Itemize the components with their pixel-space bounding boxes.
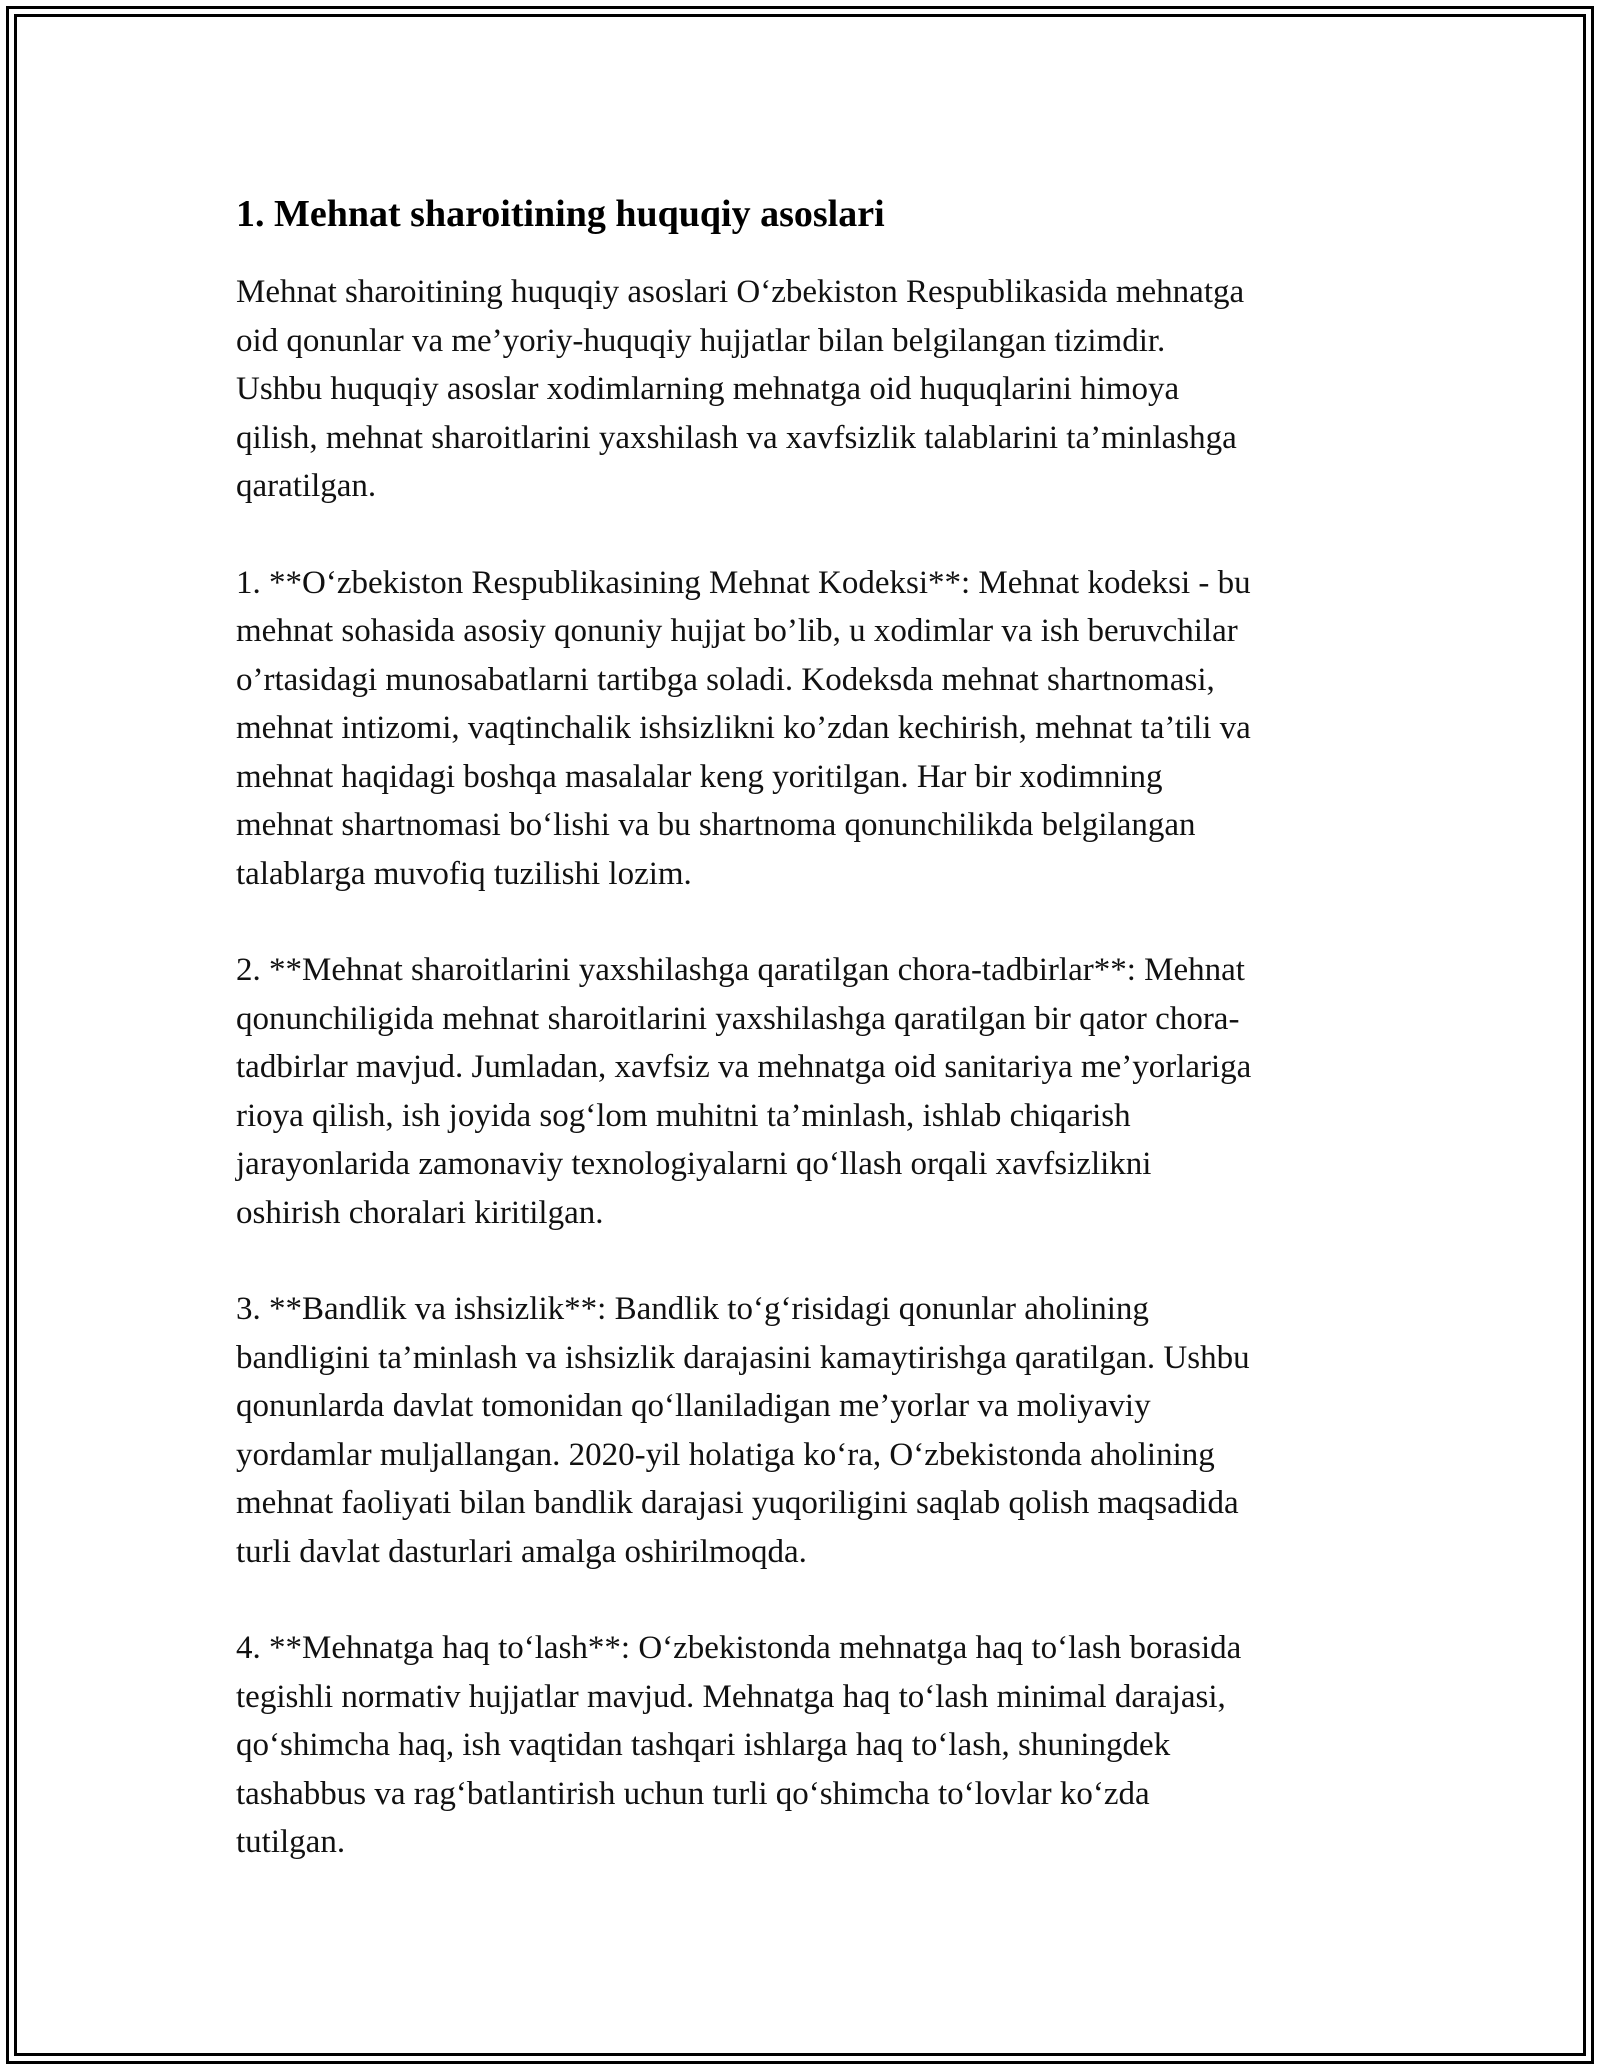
intro-paragraph: Mehnat sharoitining huquqiy asoslari O‘zbekiston Respublikasida mehnatga oid qonunlar va me’yoriy-huquqiy hujjatlar bilan belgilangan tizimdir. Ushbu huquqiy asoslar xodimlarning mehnatga oid huquqlarini himoya qilish, mehnat sharoitlarini yaxshilash va xavfsizlik talablarini ta’minlashga qaratilgan. — [236, 274, 1245, 504]
paragraph-working-conditions: 2. **Mehnat sharoitlarini yaxshilashga qaratilgan chora-tadbirlar**: Mehnat qonunchiligida mehnat sharoitlarini yaxshilashga qaratilgan bir qator chora- tadbirlar mavjud. Jumladan, xavfsiz va mehnatga oid sanitariya me’yorlariga rioya qilish, ish joyida sog‘lom muhitni ta’minlash, ishlab chiqarish jarayonlarida zamonaviy texnologiyalarni qo‘llash orqali xavfsizlikni oshirish choralari kiritilgan. — [236, 952, 1252, 1231]
section-heading: 1. Mehnat sharoitining huquqiy asoslari — [236, 193, 885, 235]
document-body — [236, 186, 1376, 1915]
paragraph-employment: 3. **Bandlik va ishsizlik**: Bandlik to‘g‘risidagi qonunlar aholining bandligini ta’minlash va ishsizlik darajasini kamaytirishga qaratilgan. Ushbu qonunlarda davlat tomonidan qo‘llaniladigan me’yorlar va moliyaviy yordamlar muljallangan. 2020-yil holatiga ko‘ra, O‘zbekistonda aholining mehnat faoliyati bilan bandlik darajasi yuqoriligini saqlab qolish maqsadida turli davlat dasturlari amalga oshirilmoqda. — [236, 1291, 1250, 1570]
paragraph-wages: 4. **Mehnatga haq to‘lash**: O‘zbekistonda mehnatga haq to‘lash borasida tegishli normativ hujjatlar mavjud. Mehnatga haq to‘lash minimal darajasi, qo‘shimcha haq, ish vaqtidan tashqari ishlarga haq to‘lash, shuningdek tashabbus va rag‘batlantirish uchun turli qo‘shimcha to‘lovlar ko‘zda tutilgan. — [236, 1630, 1242, 1860]
paragraph-labor-code: 1. **O‘zbekiston Respublikasining Mehnat Kodeksi**: Mehnat kodeksi - bu mehnat sohasida asosiy qonuniy hujjat bo’lib, u xodimlar va ish beruvchilar o’rtasidagi munosabatlarni tartibga soladi. Kodeksda mehnat shartnomasi, mehnat intizomi, vaqtinchalik ishsizlikni ko’zdan kechirish, mehnat ta’tili va mehnat haqidagi boshqa masalalar keng yoritilgan. Har bir xodimning mehnat shartnomasi bo‘lishi va bu shartnoma qonunchilikda belgilangan talablarga muvofiq tuzilishi lozim. — [236, 564, 1251, 892]
